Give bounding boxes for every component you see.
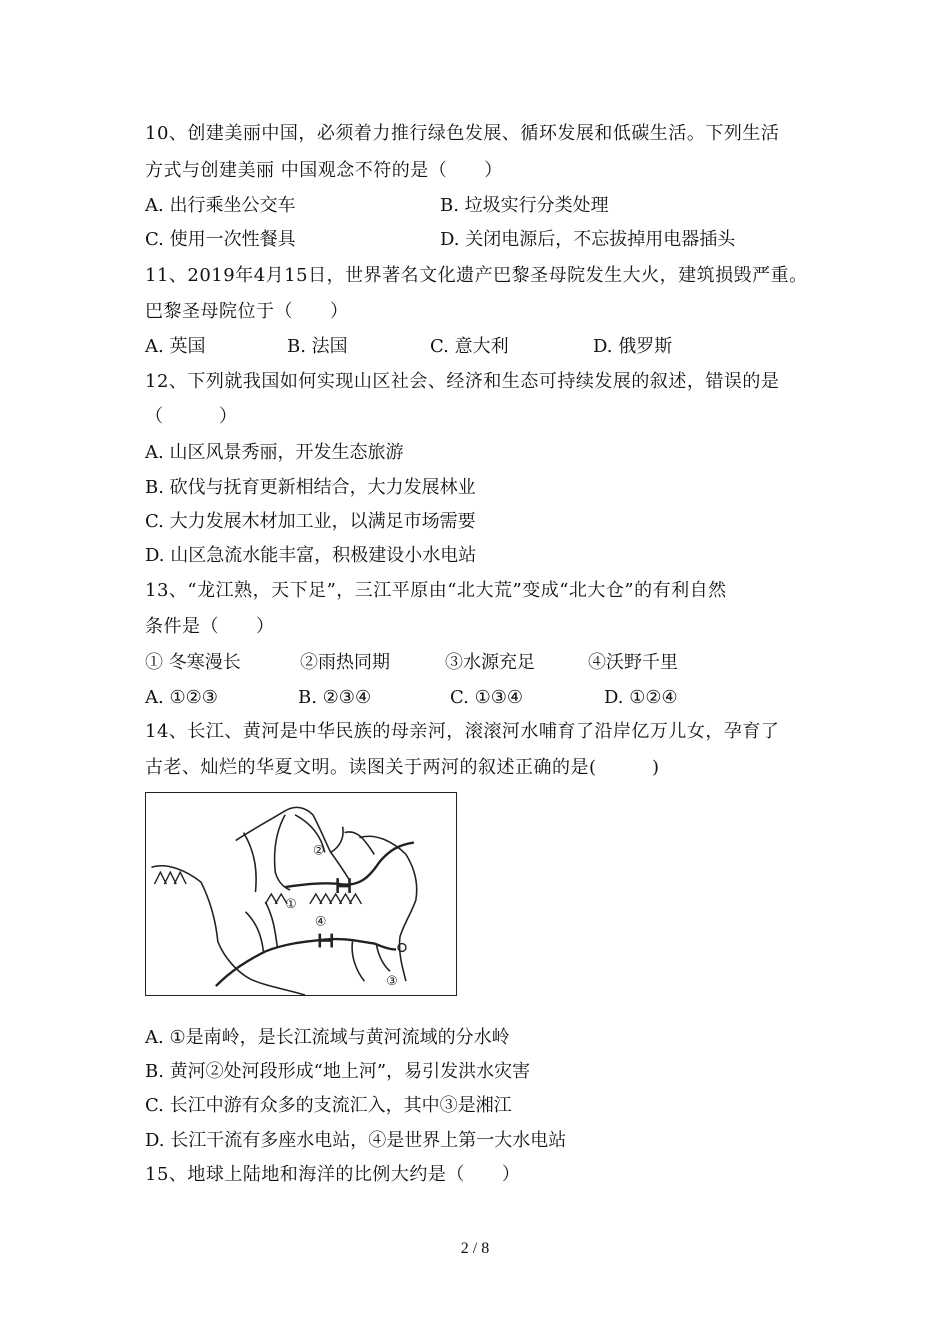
map-label-4: ④ <box>314 914 327 930</box>
mountain-symbol-west <box>154 872 186 884</box>
q11-option-b: B. 法国 <box>287 336 348 357</box>
q12-option-b: B. 砍伐与抚育更新相结合，大力发展林业 <box>145 477 476 498</box>
q12-option-d: D. 山区急流水能丰富，积极建设小水电站 <box>145 545 477 566</box>
q10-stem-line2: 方式与创建美丽 中国观念不符的是（ ） <box>145 160 503 181</box>
q14-option-c: C. 长江中游有众多的支流汇入，其中③是湘江 <box>145 1095 512 1116</box>
q12-stem-line2: （ ） <box>145 406 238 427</box>
map-label-1: ① <box>285 896 297 912</box>
q10-option-c: C. 使用一次性餐具 <box>145 229 296 250</box>
q13-stem-line2: 条件是（ ） <box>145 616 275 637</box>
q12-stem-line1: 12、下列就我国如何实现山区社会、经济和生态可持续发展的叙述，错误的是 <box>145 371 780 392</box>
q11-option-c: C. 意大利 <box>430 336 509 357</box>
north-outline <box>236 807 350 880</box>
east-outline <box>359 836 416 981</box>
q13-stem-line1: 13、“龙江熟，天下足”，三江平原由“北大荒”变成“北大仓”的有利自然 <box>145 580 727 601</box>
mountain-symbol-center <box>265 894 361 904</box>
q10-option-d: D. 关闭电源后，不忘拔掉用电器插头 <box>440 229 736 250</box>
yangtze-river <box>216 939 396 986</box>
q13-option-b: B. ②③④ <box>298 687 372 708</box>
q13-option-d: D. ①②④ <box>604 687 678 708</box>
q10-stem-line1: 10、创建美丽中国，必须着力推行绿色发展、循环发展和低碳生活。下列生活 <box>145 123 780 144</box>
q14-option-d: D. 长江干流有多座水电站，④是世界上第一大水电站 <box>145 1130 567 1151</box>
q11-stem-line1: 11、2019年4月15日，世界著名文化遗产巴黎圣母院发生大火，建筑损毁严重。 <box>145 265 808 286</box>
dam-yangtze-river <box>320 934 332 948</box>
map-label-2: ② <box>312 843 325 859</box>
q12-option-c: C. 大力发展木材加工业，以满足市场需要 <box>145 511 476 532</box>
dam-yellow-river <box>338 878 350 893</box>
q12-option-a: A. 山区风景秀丽，开发生态旅游 <box>145 442 404 463</box>
q13-statement-2: ②雨热同期 <box>300 652 390 673</box>
page-number: 2 / 8 <box>460 1240 490 1257</box>
q14-option-a: A. ①是南岭，是长江流域与黄河流域的分水岭 <box>145 1027 510 1048</box>
q14-option-b: B. 黄河②处河段形成“地上河”，易引发洪水灾害 <box>145 1061 531 1082</box>
q13-option-a: A. ①②③ <box>145 687 218 708</box>
q10-option-a: A. 出行乘坐公交车 <box>145 195 296 216</box>
plateau-outline <box>275 815 344 890</box>
inner-boundary <box>244 815 375 892</box>
q14-stem-line1: 14、长江、黄河是中华民族的母亲河，滚滚河水哺育了沿岸亿万儿女，孕育了 <box>145 721 780 742</box>
map-label-3: ③ <box>386 974 398 990</box>
q14-stem-line2: 古老、灿烂的华夏文明。读图关于两河的叙述正确的是( ) <box>145 757 660 778</box>
q15-stem-line1: 15、地球上陆地和海洋的比例大约是（ ） <box>145 1164 521 1185</box>
q13-statement-3: ③水源充足 <box>445 652 535 673</box>
q11-stem-line2: 巴黎圣母院位于（ ） <box>145 301 349 322</box>
q11-option-a: A. 英国 <box>145 336 206 357</box>
q13-option-c: C. ①③④ <box>450 687 523 708</box>
q10-option-b: B. 垃圾实行分类处理 <box>440 195 609 216</box>
two-rivers-map <box>145 792 457 996</box>
q11-option-d: D. 俄罗斯 <box>593 336 673 357</box>
q13-statement-4: ④沃野千里 <box>588 652 678 673</box>
q13-statement-1: ① 冬寒漫长 <box>145 652 241 673</box>
